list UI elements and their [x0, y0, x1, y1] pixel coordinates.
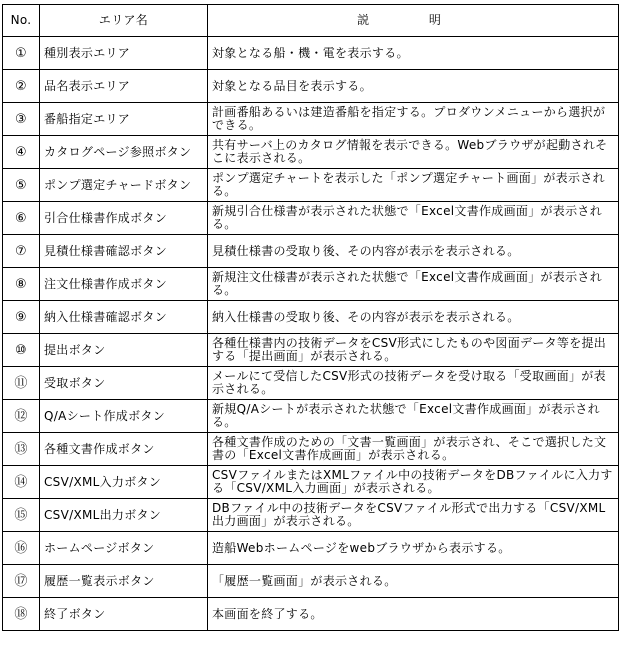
- row-number: ⑧: [3, 268, 40, 301]
- table-row: [3, 334, 619, 367]
- row-number: ⑪: [3, 367, 40, 400]
- table-row: [3, 103, 619, 136]
- row-name: 種別表示エリア: [40, 37, 208, 70]
- row-name: CSV/XML入力ボタン: [40, 466, 208, 499]
- row-name: 受取ボタン: [40, 367, 208, 400]
- row-name: 各種文書作成ボタン: [40, 433, 208, 466]
- spec-table: [2, 4, 619, 631]
- table-row: [3, 400, 619, 433]
- row-number: ⑭: [3, 466, 40, 499]
- row-number: ⑬: [3, 433, 40, 466]
- row-number: ⑱: [3, 598, 40, 631]
- table-row: [3, 565, 619, 598]
- table-row: [3, 367, 619, 400]
- table-row: [3, 598, 619, 631]
- row-description: DBファイル中の技術データをCSVファイル形式で出力する「CSV/XML出力画面」が表示される。: [208, 499, 619, 532]
- row-description: 新規引合仕様書が表示された状態で「Excel文書作成画面」が表示される。: [208, 202, 619, 235]
- table-row: [3, 466, 619, 499]
- table-row: [3, 202, 619, 235]
- row-name: カタログページ参照ボタン: [40, 136, 208, 169]
- row-description: 「履歴一覧画面」が表示される。: [208, 565, 619, 598]
- row-description: 各種文書作成のための「文書一覧画面」が表示され、そこで選択した文書の「Excel文書作成画面」が表示される。: [208, 433, 619, 466]
- row-description: 新規Q/Aシートが表示された状態で「Excel文書作成画面」が表示される。: [208, 400, 619, 433]
- table-row: [3, 37, 619, 70]
- row-name: 注文仕様書作成ボタン: [40, 268, 208, 301]
- table-row: [3, 499, 619, 532]
- row-number: ⑮: [3, 499, 40, 532]
- table-row: [3, 268, 619, 301]
- row-description: 納入仕様書の受取り後、その内容が表示を表示される。: [208, 301, 619, 334]
- row-name: 終了ボタン: [40, 598, 208, 631]
- table-body: [3, 37, 619, 631]
- row-description: 共有サーバ上のカタログ情報を表示できる。Webブラウザが起動されそこに表示される。: [208, 136, 619, 169]
- row-number: ⑤: [3, 169, 40, 202]
- row-description: CSVファイルまたはXMLファイル中の技術データをDBファイルに入力する「CSV/XML入力画面」が表示される。: [208, 466, 619, 499]
- row-number: ①: [3, 37, 40, 70]
- row-name: 引合仕様書作成ボタン: [40, 202, 208, 235]
- header-description: [208, 5, 619, 37]
- row-name: CSV/XML出力ボタン: [40, 499, 208, 532]
- row-name: Q/Aシート作成ボタン: [40, 400, 208, 433]
- row-number: ④: [3, 136, 40, 169]
- table-row: [3, 301, 619, 334]
- header-name: エリア名: [40, 5, 208, 37]
- row-name: 提出ボタン: [40, 334, 208, 367]
- row-name: 履歴一覧表示ボタン: [40, 565, 208, 598]
- table-row: [3, 169, 619, 202]
- header-no: No.: [3, 5, 40, 37]
- table-row: [3, 70, 619, 103]
- row-number: ⑰: [3, 565, 40, 598]
- row-name: 番船指定エリア: [40, 103, 208, 136]
- header-row: [3, 5, 619, 37]
- row-name: ポンプ選定チャードボタン: [40, 169, 208, 202]
- row-number: ⑫: [3, 400, 40, 433]
- row-description: ポンプ選定チャートを表示した「ポンプ選定チャート画面」が表示される。: [208, 169, 619, 202]
- row-description: 造船Webホームページをwebブラウザから表示する。: [208, 532, 619, 565]
- row-description: 各種仕様書内の技術データをCSV形式にしたものや図面データ等を提出する「提出画面」が表示される。: [208, 334, 619, 367]
- row-number: ②: [3, 70, 40, 103]
- row-number: ⑥: [3, 202, 40, 235]
- row-name: 納入仕様書確認ボタン: [40, 301, 208, 334]
- row-description: 対象となる品目を表示する。: [208, 70, 619, 103]
- row-description: 対象となる船・機・電を表示する。: [208, 37, 619, 70]
- table-row: [3, 532, 619, 565]
- table-row: [3, 235, 619, 268]
- header-description-label: 説 明: [357, 13, 469, 27]
- table-row: [3, 136, 619, 169]
- row-name: ホームページボタン: [40, 532, 208, 565]
- row-name: 見積仕様書確認ボタン: [40, 235, 208, 268]
- row-description: 新規注文仕様書が表示された状態で「Excel文書作成画面」が表示される。: [208, 268, 619, 301]
- table-header: [3, 5, 619, 37]
- row-name: 品名表示エリア: [40, 70, 208, 103]
- row-description: 本画面を終了する。: [208, 598, 619, 631]
- row-number: ⑩: [3, 334, 40, 367]
- row-number: ⑦: [3, 235, 40, 268]
- table-row: [3, 433, 619, 466]
- row-description: 計画番船あるいは建造番船を指定する。プロダウンメニューから選択ができる。: [208, 103, 619, 136]
- row-number: ⑯: [3, 532, 40, 565]
- row-description: メールにて受信したCSV形式の技術データを受け取る「受取画面」が表示される。: [208, 367, 619, 400]
- row-description: 見積仕様書の受取り後、その内容が表示を表示される。: [208, 235, 619, 268]
- row-number: ⑨: [3, 301, 40, 334]
- row-number: ③: [3, 103, 40, 136]
